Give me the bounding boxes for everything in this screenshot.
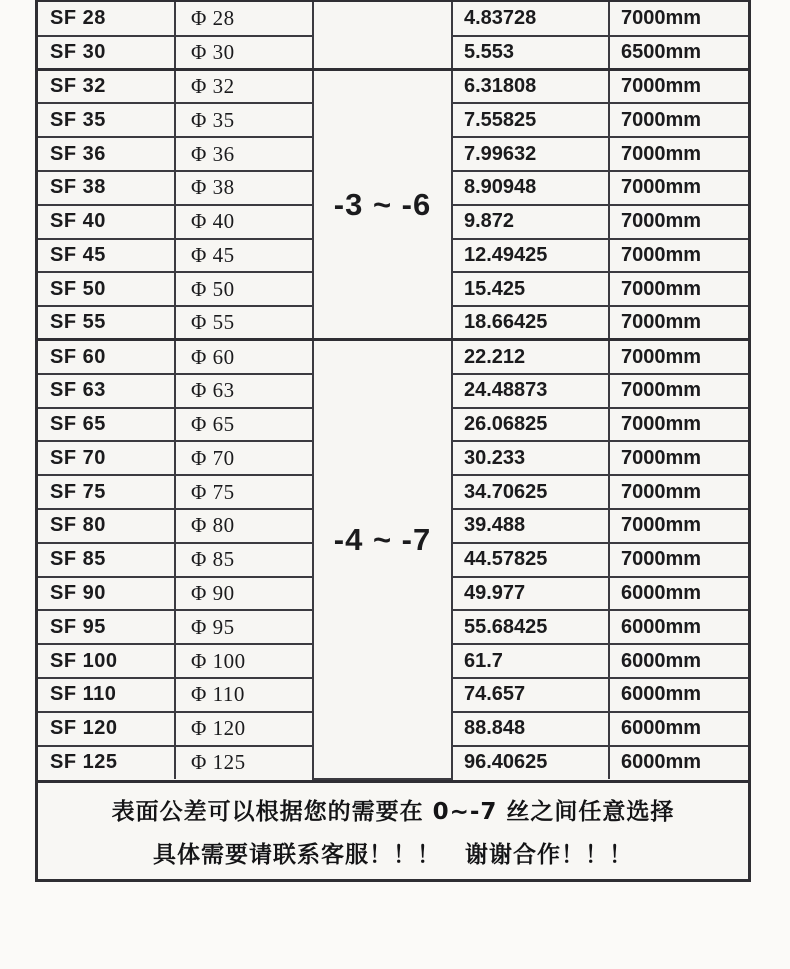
length-cell: 6000mm (609, 712, 748, 746)
weight-cell: 12.49425 (452, 239, 609, 273)
diameter-cell: Φ 35 (175, 103, 313, 137)
weight-cell: 5.553 (452, 36, 609, 70)
length-cell: 7000mm (609, 137, 748, 171)
table-row (38, 340, 748, 374)
model-cell: SF 75 (38, 475, 175, 509)
model-cell: SF 125 (38, 746, 175, 780)
model-cell: SF 70 (38, 441, 175, 475)
tolerance-cell (313, 2, 452, 70)
model-cell: SF 40 (38, 205, 175, 239)
table-row (38, 70, 748, 104)
length-cell: 7000mm (609, 509, 748, 543)
length-cell: 7000mm (609, 239, 748, 273)
model-cell: SF 35 (38, 103, 175, 137)
diameter-cell: Φ 55 (175, 306, 313, 340)
model-cell: SF 63 (38, 374, 175, 408)
weight-cell: 34.70625 (452, 475, 609, 509)
diameter-cell: Φ 75 (175, 475, 313, 509)
length-cell: 7000mm (609, 205, 748, 239)
diameter-cell: Φ 65 (175, 408, 313, 442)
weight-cell: 9.872 (452, 205, 609, 239)
tolerance-cell: -4 ~ -7 (313, 340, 452, 779)
diameter-cell: Φ 95 (175, 610, 313, 644)
model-cell: SF 80 (38, 509, 175, 543)
weight-cell: 39.488 (452, 509, 609, 543)
weight-cell: 61.7 (452, 644, 609, 678)
length-cell: 7000mm (609, 340, 748, 374)
model-cell: SF 100 (38, 644, 175, 678)
weight-cell: 49.977 (452, 577, 609, 611)
length-cell: 7000mm (609, 272, 748, 306)
length-cell: 6000mm (609, 678, 748, 712)
length-cell: 6000mm (609, 746, 748, 780)
length-cell: 7000mm (609, 2, 748, 36)
length-cell: 7000mm (609, 70, 748, 104)
model-cell: SF 32 (38, 70, 175, 104)
diameter-cell: Φ 36 (175, 137, 313, 171)
footer-note (38, 780, 748, 879)
model-cell: SF 60 (38, 340, 175, 374)
model-cell: SF 50 (38, 272, 175, 306)
diameter-cell: Φ 32 (175, 70, 313, 104)
diameter-cell: Φ 70 (175, 441, 313, 475)
weight-cell: 44.57825 (452, 543, 609, 577)
length-cell: 6000mm (609, 644, 748, 678)
diameter-cell: Φ 40 (175, 205, 313, 239)
diameter-cell: Φ 60 (175, 340, 313, 374)
diameter-cell: Φ 38 (175, 171, 313, 205)
length-cell: 6000mm (609, 610, 748, 644)
diameter-cell: Φ 85 (175, 543, 313, 577)
length-cell: 7000mm (609, 408, 748, 442)
weight-cell: 30.233 (452, 441, 609, 475)
length-cell: 6500mm (609, 36, 748, 70)
weight-cell: 88.848 (452, 712, 609, 746)
diameter-cell: Φ 110 (175, 678, 313, 712)
weight-cell: 26.06825 (452, 408, 609, 442)
length-cell: 7000mm (609, 306, 748, 340)
weight-cell: 55.68425 (452, 610, 609, 644)
model-cell: SF 95 (38, 610, 175, 644)
model-cell: SF 120 (38, 712, 175, 746)
weight-cell: 7.99632 (452, 137, 609, 171)
footer-line2: 具体需要请联系客服！！！ 谢谢合作！！！ (153, 842, 633, 869)
spec-sheet (35, 0, 751, 882)
diameter-cell: Φ 50 (175, 272, 313, 306)
diameter-cell: Φ 30 (175, 36, 313, 70)
weight-cell: 4.83728 (452, 2, 609, 36)
model-cell: SF 38 (38, 171, 175, 205)
length-cell: 7000mm (609, 543, 748, 577)
model-cell: SF 85 (38, 543, 175, 577)
weight-cell: 6.31808 (452, 70, 609, 104)
model-cell: SF 65 (38, 408, 175, 442)
model-cell: SF 55 (38, 306, 175, 340)
model-cell: SF 90 (38, 577, 175, 611)
weight-cell: 7.55825 (452, 103, 609, 137)
model-cell: SF 45 (38, 239, 175, 273)
model-cell: SF 110 (38, 678, 175, 712)
diameter-cell: Φ 90 (175, 577, 313, 611)
diameter-cell: Φ 100 (175, 644, 313, 678)
model-cell: SF 30 (38, 36, 175, 70)
length-cell: 7000mm (609, 103, 748, 137)
weight-cell: 96.40625 (452, 746, 609, 780)
length-cell: 7000mm (609, 374, 748, 408)
table-row (38, 2, 748, 36)
length-cell: 7000mm (609, 475, 748, 509)
model-cell: SF 36 (38, 137, 175, 171)
length-cell: 7000mm (609, 171, 748, 205)
length-cell: 7000mm (609, 441, 748, 475)
weight-cell: 18.66425 (452, 306, 609, 340)
weight-cell: 74.657 (452, 678, 609, 712)
weight-cell: 15.425 (452, 272, 609, 306)
diameter-cell: Φ 80 (175, 509, 313, 543)
diameter-cell: Φ 120 (175, 712, 313, 746)
diameter-cell: Φ 125 (175, 746, 313, 780)
weight-cell: 24.48873 (452, 374, 609, 408)
weight-cell: 22.212 (452, 340, 609, 374)
spec-table (38, 2, 748, 780)
model-cell: SF 28 (38, 2, 175, 36)
length-cell: 6000mm (609, 577, 748, 611)
tolerance-cell: -3 ~ -6 (313, 70, 452, 340)
footer-line1: 表面公差可以根据您的需要在 0~-7 丝之间任意选择 (111, 799, 675, 826)
diameter-cell: Φ 45 (175, 239, 313, 273)
diameter-cell: Φ 28 (175, 2, 313, 36)
diameter-cell: Φ 63 (175, 374, 313, 408)
weight-cell: 8.90948 (452, 171, 609, 205)
